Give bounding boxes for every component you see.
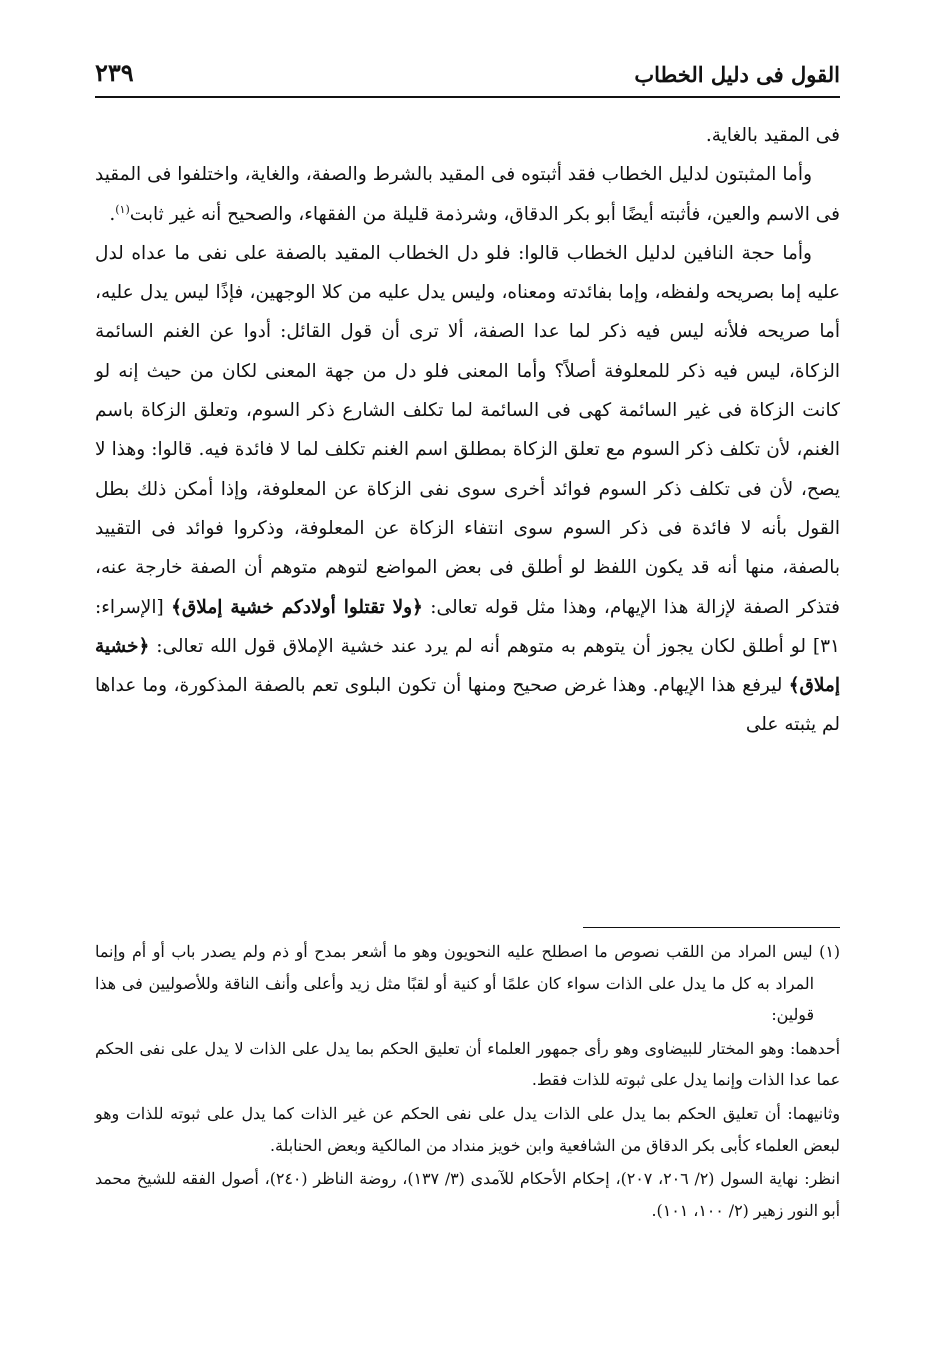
- page-header: [95, 48, 840, 98]
- paragraph-3-part-b: [الإسراء: ٣١] لو أطلق لكان يجوز أن يتوهم به متوهم أنه لم يرد عند خشية الإملاق قول الله تعالى:: [95, 596, 840, 657]
- paragraph-3: [95, 234, 840, 745]
- paragraph-2-end: .: [109, 203, 116, 225]
- paragraph-2-text: وأما المثبتون لدليل الخطاب فقد أثبتوه فى المقيد بالشرط والصفة، والغاية، واختلفوا فى المقيد فى الاسم والعين، فأثبته أيضًا أبو بكر الدقاق، وشرذمة قليلة من الفقهاء، والصحيح أنه غير ثابت: [95, 164, 840, 225]
- footnotes: [95, 936, 840, 1228]
- paragraph-2: [95, 155, 840, 234]
- footnote-reference: (١): [115, 202, 130, 216]
- quran-verse-2: ﴿خشية إملاق﴾: [95, 635, 840, 697]
- paragraph-3-part-c: ليرفع هذا الإيهام. وهذا غرض صحيح ومنها أن تكون البلوى تعم بالصفة المذكورة، وما عداها لم يثبته على: [95, 675, 840, 736]
- page-number: ٢٣٩: [95, 58, 134, 87]
- paragraph-1: فى المقيد بالغاية.: [705, 125, 840, 146]
- footnote-opinion-1: أحدهما: وهو المختار للبيضاوى وهو رأى جمهور العلماء أن تعليق الحكم بما يدل على الذات لا يدل على نفى الحكم عما عدا الذات وإنما يدل على ثبوته للذات فقط.: [95, 1038, 840, 1090]
- footnote-separator: [583, 927, 840, 928]
- paragraph-3-part-a: وأما حجة النافين لدليل الخطاب قالوا: فلو دل الخطاب المقيد بالصفة على نفى ما عداه لدل عليه إما بصريحه ولفظه، وإما بفائدته ومعناه، وليس يدل عليه من كلا الوجهين، فإذًا ليس يدل عليه، أما صريحه فلأنه ليس فيه ذكر لما عدا الصفة، ألا ترى أن قول القائل: أدوا عن الغنم السائمة الزكاة، ليس فيه ذكر للمعلوفة أصلاً؟ وأما المعنى فلو دل من جهة المعنى لكان من حيث إنه لو كانت الزكاة فى غير السائمة كهى فى السائمة لما تكلف الشارع ذكر السوم، وتعلق الزكاة باسم الغنم، لأن تكلف ذكر السوم مع تعلق الزكاة بمطلق اسم الغنم تكلف لما لا فائدة فيه. قالوا: وهذا لا يصح، لأن فى تكلف ذكر السوم فوائد أخرى سوى نفى الزكاة عن المعلوفة، وإذا أمكن ذلك بطل القول بأنه لا فائدة فى ذكر السوم سوى انتفاء الزكاة عن المعلوفة، وذكروا فوائد فى التقييد بالصفة، منها أنه قد يكون اللفظ لو أطلق فى بعض المواضع لتوهم متوهم أن الصفة خارجة عنه، فتذكر الصفة لإزالة هذا الإيهام، وهذا مثل قوله تعالى:: [95, 242, 840, 618]
- main-text: [95, 116, 840, 745]
- header-rule: [95, 96, 840, 98]
- footnote-1: (١) ليس المراد من اللقب نصوص ما اصطلح عليه النحويون وهو ما أشعر بمدح أو ذم ولم يصدر باب أو أم وإنما المراد به كل ما يدل على الذات سواء كان علمًا أو كنية أو لقبًا مثل زيد وأعلى وأنف الناقة وللأصوليين فى هذا قولين:: [95, 942, 840, 1025]
- footnote-opinion-2: وثانيهما: أن تعليق الحكم بما يدل على الذات يدل على نفى الحكم عن غير الذات كما يدل على ثبوته للذات وهو لبعض العلماء كأبى بكر الدقاق من الشافعية وابن خويز منداد من المالكية وبعض الحنابلة.: [95, 1103, 840, 1155]
- footnote-references: انظر: نهاية السول (٢/ ٢٠٦، ٢٠٧)، إحكام الأحكام للآمدى (٣/ ١٣٧)، روضة الناظر (٢٤٠)، أصول الفقه للشيخ محمد أبو النور زهير (٢/ ١٠٠، ١٠١).: [95, 1169, 841, 1220]
- quran-verse-1: ﴿ولا تقتلوا أولادكم خشية إملاق﴾: [171, 596, 423, 618]
- running-title: القول فى دليل الخطاب: [634, 62, 840, 87]
